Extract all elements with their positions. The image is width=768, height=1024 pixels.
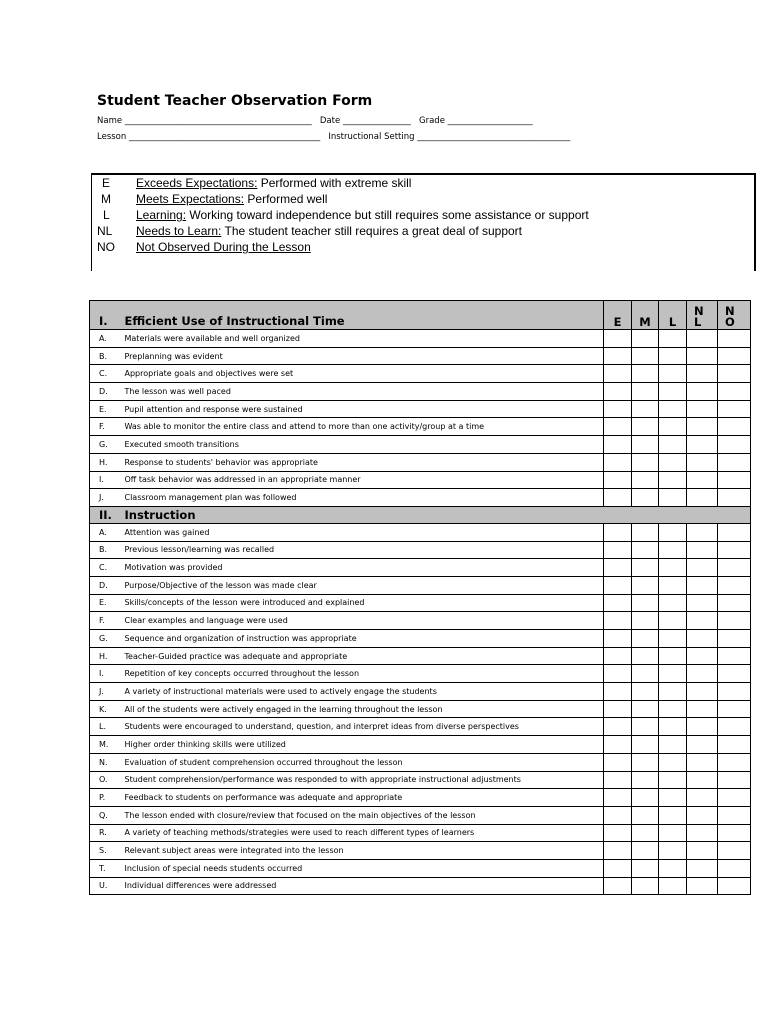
rating-cell-e[interactable] [604, 594, 632, 612]
rating-cell-no[interactable] [718, 453, 751, 471]
rating-cell-no[interactable] [718, 683, 751, 701]
rating-cell-m[interactable] [632, 612, 659, 630]
rating-cell-nl[interactable] [687, 771, 718, 789]
table-row [90, 383, 751, 401]
rating-cell-e[interactable] [604, 541, 632, 559]
rating-cell-l[interactable] [659, 453, 687, 471]
rating-cell-no[interactable] [718, 330, 751, 348]
item-letter: R. [90, 824, 123, 842]
rating-cell-m[interactable] [632, 576, 659, 594]
rating-cell-e[interactable] [604, 789, 632, 807]
rating-cell-m[interactable] [632, 594, 659, 612]
table-row [90, 683, 751, 701]
legend-desc: Needs to Learn: The student teacher still requires a great deal of support [136, 224, 523, 238]
table-row [90, 594, 751, 612]
item-text: Sequence and organization of instruction was appropriate [123, 630, 604, 648]
rating-cell-nl[interactable] [687, 806, 718, 824]
rating-cell-m[interactable] [632, 789, 659, 807]
rating-cell-l[interactable] [659, 665, 687, 683]
table-row [90, 877, 751, 895]
table-row [90, 824, 751, 842]
item-letter: C. [90, 365, 123, 383]
rating-cell-l[interactable] [659, 877, 687, 895]
rating-cell-nl[interactable] [687, 523, 718, 541]
rating-cell-m[interactable] [632, 806, 659, 824]
rating-cell-nl[interactable] [687, 594, 718, 612]
rating-cell-l[interactable] [659, 859, 687, 877]
rating-cell-e[interactable] [604, 718, 632, 736]
rating-cell-nl[interactable] [687, 365, 718, 383]
rating-cell-m[interactable] [632, 842, 659, 860]
item-letter: I. [90, 665, 123, 683]
rating-cell-e[interactable] [604, 612, 632, 630]
rating-cell-no[interactable] [718, 630, 751, 648]
lesson-setting-line[interactable]: Lesson _____________________________________________ Instructional Setting ____________________________________ [97, 132, 571, 142]
legend-desc: Meets Expectations: Performed well [136, 192, 328, 206]
rating-cell-e[interactable] [604, 824, 632, 842]
rating-cell-e[interactable] [604, 436, 632, 454]
rating-cell-no[interactable] [718, 665, 751, 683]
rating-cell-no[interactable] [718, 789, 751, 807]
rating-cell-e[interactable] [604, 665, 632, 683]
item-letter: B. [90, 347, 123, 365]
rating-cell-m[interactable] [632, 436, 659, 454]
section-title: Efficient Use of Instructional Time [123, 301, 604, 330]
rating-cell-m[interactable] [632, 736, 659, 754]
column-l-header: L [659, 301, 687, 330]
rating-cell-nl[interactable] [687, 383, 718, 401]
rating-legend [91, 173, 756, 271]
observation-table [89, 300, 751, 895]
table-row [90, 647, 751, 665]
column-m-header: M [632, 301, 659, 330]
item-letter: O. [90, 771, 123, 789]
rating-cell-e[interactable] [604, 859, 632, 877]
item-text: A variety of instructional materials were used to actively engage the students [123, 683, 604, 701]
rating-cell-nl[interactable] [687, 683, 718, 701]
table-row [90, 665, 751, 683]
table-row [90, 753, 751, 771]
rating-cell-no[interactable] [718, 753, 751, 771]
item-text: Response to students' behavior was appropriate [123, 453, 604, 471]
rating-cell-nl[interactable] [687, 859, 718, 877]
table-row [90, 365, 751, 383]
legend-code: NL [97, 224, 113, 238]
rating-cell-m[interactable] [632, 523, 659, 541]
legend-desc: Exceeds Expectations: Performed with extreme skill [136, 176, 412, 190]
rating-cell-nl[interactable] [687, 877, 718, 895]
item-letter: H. [90, 647, 123, 665]
rating-cell-no[interactable] [718, 594, 751, 612]
rating-cell-m[interactable] [632, 630, 659, 648]
rating-cell-l[interactable] [659, 647, 687, 665]
rating-cell-no[interactable] [718, 576, 751, 594]
item-letter: L. [90, 718, 123, 736]
item-letter: T. [90, 859, 123, 877]
legend-code: E [102, 176, 111, 190]
rating-cell-m[interactable] [632, 400, 659, 418]
rating-cell-e[interactable] [604, 418, 632, 436]
item-letter: S. [90, 842, 123, 860]
rating-cell-l[interactable] [659, 523, 687, 541]
item-letter: P. [90, 789, 123, 807]
rating-cell-e[interactable] [604, 453, 632, 471]
legend-desc: Learning: Working toward independence but still requires some assistance or support [136, 208, 589, 222]
item-letter: U. [90, 877, 123, 895]
legend-code: NO [97, 240, 115, 254]
rating-cell-m[interactable] [632, 647, 659, 665]
rating-cell-nl[interactable] [687, 347, 718, 365]
observation-table-body [90, 301, 751, 895]
legend-code: L [103, 208, 110, 222]
rating-cell-l[interactable] [659, 594, 687, 612]
item-text: Students were encouraged to understand, question, and interpret ideas from diverse perspectives [123, 718, 604, 736]
rating-cell-no[interactable] [718, 612, 751, 630]
item-letter: B. [90, 541, 123, 559]
rating-cell-nl[interactable] [687, 824, 718, 842]
item-text: Previous lesson/learning was recalled [123, 541, 604, 559]
item-text: Appropriate goals and objectives were set [123, 365, 604, 383]
rating-cell-l[interactable] [659, 700, 687, 718]
rating-cell-nl[interactable] [687, 647, 718, 665]
rating-cell-l[interactable] [659, 576, 687, 594]
table-row [90, 347, 751, 365]
rating-cell-no[interactable] [718, 400, 751, 418]
rating-cell-e[interactable] [604, 330, 632, 348]
rating-cell-e[interactable] [604, 347, 632, 365]
rating-cell-l[interactable] [659, 541, 687, 559]
rating-cell-l[interactable] [659, 806, 687, 824]
rating-cell-no[interactable] [718, 383, 751, 401]
table-row [90, 489, 751, 507]
rating-cell-no[interactable] [718, 418, 751, 436]
item-text: All of the students were actively engaged in the learning throughout the lesson [123, 700, 604, 718]
table-row [90, 471, 751, 489]
table-row [90, 718, 751, 736]
rating-cell-e[interactable] [604, 365, 632, 383]
item-letter: D. [90, 383, 123, 401]
rating-cell-no[interactable] [718, 647, 751, 665]
rating-cell-no[interactable] [718, 700, 751, 718]
rating-cell-no[interactable] [718, 559, 751, 577]
rating-cell-l[interactable] [659, 489, 687, 507]
item-letter: F. [90, 418, 123, 436]
item-text: Student comprehension/performance was responded to with appropriate instructional adjustments [123, 771, 604, 789]
table-row [90, 436, 751, 454]
rating-cell-no[interactable] [718, 541, 751, 559]
rating-cell-no[interactable] [718, 877, 751, 895]
item-letter: K. [90, 700, 123, 718]
rating-cell-e[interactable] [604, 771, 632, 789]
rating-cell-m[interactable] [632, 700, 659, 718]
table-row [90, 736, 751, 754]
rating-cell-nl[interactable] [687, 665, 718, 683]
rating-cell-nl[interactable] [687, 630, 718, 648]
table-row [90, 523, 751, 541]
item-text: Clear examples and language were used [123, 612, 604, 630]
item-letter: M. [90, 736, 123, 754]
item-letter: A. [90, 523, 123, 541]
rating-cell-m[interactable] [632, 683, 659, 701]
column-nl-header: N L [687, 301, 718, 330]
table-row [90, 842, 751, 860]
rating-cell-l[interactable] [659, 418, 687, 436]
rating-cell-no[interactable] [718, 489, 751, 507]
table-row [90, 559, 751, 577]
rating-cell-nl[interactable] [687, 842, 718, 860]
rating-cell-l[interactable] [659, 683, 687, 701]
rating-cell-no[interactable] [718, 436, 751, 454]
table-row [90, 789, 751, 807]
item-text: Repetition of key concepts occurred throughout the lesson [123, 665, 604, 683]
rating-cell-no[interactable] [718, 842, 751, 860]
rating-cell-m[interactable] [632, 489, 659, 507]
item-letter: J. [90, 489, 123, 507]
item-letter: F. [90, 612, 123, 630]
rating-cell-nl[interactable] [687, 612, 718, 630]
rating-cell-e[interactable] [604, 700, 632, 718]
rating-cell-e[interactable] [604, 383, 632, 401]
table-row [90, 418, 751, 436]
legend-desc: Not Observed During the Lesson [136, 240, 311, 254]
section-header-row [90, 506, 751, 523]
rating-cell-l[interactable] [659, 330, 687, 348]
item-letter: N. [90, 753, 123, 771]
item-text: Relevant subject areas were integrated into the lesson [123, 842, 604, 860]
table-row [90, 771, 751, 789]
rating-cell-no[interactable] [718, 718, 751, 736]
table-row [90, 700, 751, 718]
rating-cell-m[interactable] [632, 559, 659, 577]
rating-cell-l[interactable] [659, 400, 687, 418]
rating-cell-nl[interactable] [687, 453, 718, 471]
rating-cell-m[interactable] [632, 365, 659, 383]
item-text: Pupil attention and response were sustained [123, 400, 604, 418]
rating-cell-no[interactable] [718, 859, 751, 877]
item-text: Off task behavior was addressed in an appropriate manner [123, 471, 604, 489]
form-title: Student Teacher Observation Form [97, 93, 373, 109]
rating-cell-l[interactable] [659, 736, 687, 754]
item-letter: E. [90, 594, 123, 612]
section-title: Instruction [123, 506, 751, 523]
rating-cell-m[interactable] [632, 753, 659, 771]
rating-cell-l[interactable] [659, 630, 687, 648]
rating-cell-e[interactable] [604, 736, 632, 754]
rating-cell-l[interactable] [659, 842, 687, 860]
rating-cell-e[interactable] [604, 683, 632, 701]
item-text: Teacher-Guided practice was adequate and appropriate [123, 647, 604, 665]
item-letter: G. [90, 436, 123, 454]
table-row [90, 806, 751, 824]
rating-cell-e[interactable] [604, 630, 632, 648]
rating-cell-nl[interactable] [687, 718, 718, 736]
rating-cell-l[interactable] [659, 718, 687, 736]
rating-cell-no[interactable] [718, 824, 751, 842]
section-number: I. [90, 301, 123, 330]
table-row [90, 541, 751, 559]
item-text: Purpose/Objective of the lesson was made clear [123, 576, 604, 594]
rating-cell-m[interactable] [632, 347, 659, 365]
rating-cell-nl[interactable] [687, 753, 718, 771]
rating-cell-nl[interactable] [687, 330, 718, 348]
table-row [90, 576, 751, 594]
rating-cell-m[interactable] [632, 771, 659, 789]
rating-cell-l[interactable] [659, 471, 687, 489]
rating-cell-l[interactable] [659, 789, 687, 807]
item-text: Motivation was provided [123, 559, 604, 577]
rating-cell-l[interactable] [659, 612, 687, 630]
section-header-row [90, 301, 751, 330]
item-letter: I. [90, 471, 123, 489]
rating-cell-l[interactable] [659, 365, 687, 383]
rating-cell-e[interactable] [604, 400, 632, 418]
item-text: Individual differences were addressed [123, 877, 604, 895]
rating-cell-m[interactable] [632, 877, 659, 895]
rating-cell-m[interactable] [632, 471, 659, 489]
item-text: Feedback to students on performance was adequate and appropriate [123, 789, 604, 807]
rating-cell-nl[interactable] [687, 471, 718, 489]
rating-cell-e[interactable] [604, 877, 632, 895]
table-row [90, 612, 751, 630]
rating-cell-nl[interactable] [687, 489, 718, 507]
item-text: Inclusion of special needs students occurred [123, 859, 604, 877]
table-row [90, 859, 751, 877]
rating-cell-l[interactable] [659, 347, 687, 365]
rating-cell-nl[interactable] [687, 789, 718, 807]
rating-cell-m[interactable] [632, 859, 659, 877]
rating-cell-m[interactable] [632, 418, 659, 436]
legend-code: M [101, 192, 111, 206]
item-text: Evaluation of student comprehension occurred throughout the lesson [123, 753, 604, 771]
column-no-header: N O [718, 301, 751, 330]
item-text: A variety of teaching methods/strategies were used to reach different types of learners [123, 824, 604, 842]
rating-cell-e[interactable] [604, 559, 632, 577]
rating-cell-nl[interactable] [687, 736, 718, 754]
item-text: Materials were available and well organized [123, 330, 604, 348]
table-row [90, 400, 751, 418]
section-number: II. [90, 506, 123, 523]
rating-cell-nl[interactable] [687, 576, 718, 594]
rating-cell-l[interactable] [659, 753, 687, 771]
rating-cell-m[interactable] [632, 383, 659, 401]
rating-cell-e[interactable] [604, 842, 632, 860]
rating-cell-e[interactable] [604, 471, 632, 489]
item-letter: D. [90, 576, 123, 594]
item-letter: A. [90, 330, 123, 348]
item-letter: E. [90, 400, 123, 418]
rating-cell-l[interactable] [659, 559, 687, 577]
rating-cell-no[interactable] [718, 806, 751, 824]
rating-cell-nl[interactable] [687, 541, 718, 559]
rating-cell-nl[interactable] [687, 400, 718, 418]
rating-cell-no[interactable] [718, 736, 751, 754]
item-letter: J. [90, 683, 123, 701]
rating-cell-m[interactable] [632, 718, 659, 736]
rating-cell-e[interactable] [604, 753, 632, 771]
rating-cell-e[interactable] [604, 806, 632, 824]
rating-cell-m[interactable] [632, 824, 659, 842]
item-text: The lesson was well paced [123, 383, 604, 401]
item-text: Executed smooth transitions [123, 436, 604, 454]
rating-cell-e[interactable] [604, 489, 632, 507]
rating-cell-nl[interactable] [687, 700, 718, 718]
item-letter: Q. [90, 806, 123, 824]
rating-cell-m[interactable] [632, 330, 659, 348]
rating-cell-m[interactable] [632, 665, 659, 683]
rating-cell-m[interactable] [632, 541, 659, 559]
rating-cell-nl[interactable] [687, 436, 718, 454]
rating-cell-l[interactable] [659, 771, 687, 789]
item-text: Skills/concepts of the lesson were introduced and explained [123, 594, 604, 612]
item-text: Classroom management plan was followed [123, 489, 604, 507]
item-text: Preplanning was evident [123, 347, 604, 365]
rating-cell-no[interactable] [718, 471, 751, 489]
rating-cell-no[interactable] [718, 347, 751, 365]
rating-cell-m[interactable] [632, 453, 659, 471]
rating-cell-nl[interactable] [687, 418, 718, 436]
item-letter: H. [90, 453, 123, 471]
name-date-grade-line[interactable]: Name ____________________________________________ Date ________________ Grade ____________________ [97, 116, 533, 126]
rating-cell-no[interactable] [718, 523, 751, 541]
column-e-header: E [604, 301, 632, 330]
item-text: Attention was gained [123, 523, 604, 541]
item-letter: G. [90, 630, 123, 648]
item-text: Was able to monitor the entire class and attend to more than one activity/group at a time [123, 418, 604, 436]
rating-cell-e[interactable] [604, 523, 632, 541]
table-row [90, 330, 751, 348]
table-row [90, 453, 751, 471]
item-text: Higher order thinking skills were utilized [123, 736, 604, 754]
rating-cell-e[interactable] [604, 576, 632, 594]
rating-cell-l[interactable] [659, 436, 687, 454]
rating-cell-nl[interactable] [687, 559, 718, 577]
item-letter: C. [90, 559, 123, 577]
rating-cell-no[interactable] [718, 365, 751, 383]
rating-cell-e[interactable] [604, 647, 632, 665]
rating-cell-no[interactable] [718, 771, 751, 789]
rating-cell-l[interactable] [659, 824, 687, 842]
rating-cell-l[interactable] [659, 383, 687, 401]
table-row [90, 630, 751, 648]
item-text: The lesson ended with closure/review that focused on the main objectives of the lesson [123, 806, 604, 824]
